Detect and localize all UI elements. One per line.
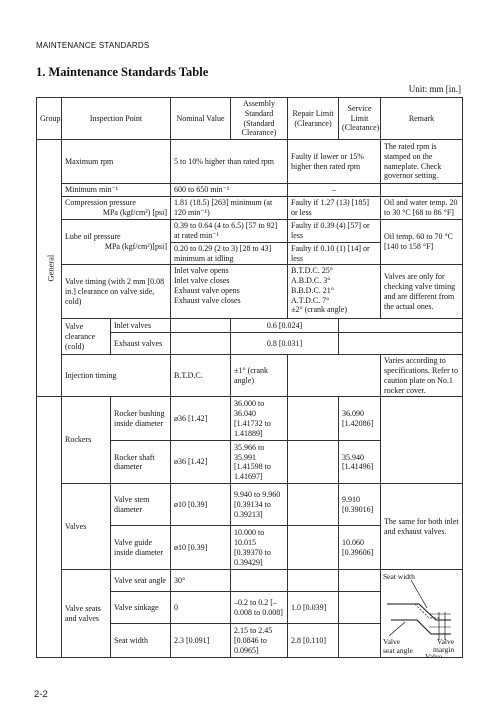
- leader-line: [389, 622, 405, 636]
- service-limit: [339, 570, 381, 592]
- repair-limit: [288, 441, 339, 484]
- table-row: [37, 196, 463, 219]
- figure-label-valve-margin-1: Valve: [437, 637, 455, 647]
- nominal-value: 30°: [171, 570, 231, 592]
- timing-event: Exhaust valve opens: [174, 285, 240, 295]
- repair-limit: 1.0 [0.039]: [288, 592, 339, 624]
- nominal-value: 0.20 to 0.29 (2 to 3) [28 to 43] minimum at idling: [171, 242, 288, 265]
- timing-event: Exhaust valve closes: [174, 295, 241, 305]
- assembly-standard: 36.000 to 36.040 [1.41732 to 1.41889]: [231, 397, 288, 441]
- maintenance-standards-table: [36, 97, 463, 669]
- inspection-point: [62, 196, 171, 219]
- part-label: Valve seats and valves: [62, 570, 111, 658]
- nominal-value: ø10 [0.39]: [171, 526, 231, 570]
- inspection-point: Valve sinkage: [111, 592, 171, 624]
- running-header: MAINTENANCE STANDARDS: [36, 41, 150, 50]
- inspection-point: Valve seat angle: [111, 570, 171, 592]
- repair-limit: [288, 397, 339, 441]
- remark: [381, 184, 463, 197]
- assembly-standard: 9.940 to 9.960 [0.39134 to 0.39213]: [231, 484, 288, 526]
- nominal-value: ø36 [1.42]: [171, 397, 231, 441]
- remark: Oil and water temp. 20 to 30 °C [68 to 86 °F]: [381, 196, 463, 219]
- sub-point: Exhaust valves: [111, 333, 171, 355]
- col-service: Service Limit (Clearance): [339, 98, 381, 140]
- unit-note: Unit: mm [in.]: [408, 84, 461, 94]
- inspection-point: Seat width: [111, 624, 171, 658]
- inspection-point: [62, 219, 171, 265]
- assembly-standard: [231, 570, 288, 592]
- nominal-value: 600 to 650 min⁻¹: [171, 184, 288, 197]
- remark: Valves are only for checking valve timing and are different from the actual ones.: [381, 265, 463, 319]
- nominal-value: 2.3 [0.091]: [171, 624, 231, 658]
- table-row: [37, 319, 463, 333]
- valve-timing-events: [171, 265, 288, 319]
- timing-angle: A.T.D.C. 7°: [291, 295, 330, 305]
- nominal-value: ø36 [1.42]: [171, 441, 231, 484]
- col-inspection-point: Inspection Point: [62, 98, 171, 140]
- timing-angle: A.B.D.C. 3°: [291, 276, 331, 285]
- part-label: Valves: [62, 484, 111, 570]
- remark: Varies according to specifications. Refer to caution plate on No.1 rocker cover.: [381, 355, 463, 397]
- timing-angle: B.B.D.C. 21°: [291, 285, 334, 295]
- assembly-standard: 10.000 to 10.015 [0.39370 to 0.39429]: [231, 526, 288, 570]
- service-limit: [339, 592, 381, 624]
- inspection-point: Valve clearance (cold): [62, 319, 111, 355]
- part-label: Rockers: [62, 397, 111, 484]
- table-row: [37, 397, 463, 441]
- remark: The rated rpm is stamped on the nameplate. Check governor setting.: [381, 140, 463, 184]
- group-cell-engine-main-parts: [37, 397, 62, 658]
- repair-limit: Faulty if 0.10 (1) [14] or less: [288, 242, 381, 265]
- inspection-point: Rocker shaft diameter: [111, 441, 171, 484]
- nominal-value: 5 to 10% higher than rated rpm: [171, 140, 288, 184]
- col-remark: Remark: [381, 98, 463, 140]
- nominal-value: ø10 [0.39]: [171, 484, 231, 526]
- col-assembly: Assembly Standard (Standard Clearance): [231, 98, 288, 140]
- table-row: [37, 570, 463, 592]
- repair-limit: Faulty if 1.27 (13) [185] or less: [288, 196, 381, 219]
- service-limit: 35.940 [1.41496]: [339, 441, 381, 484]
- inspection-point: Minimum min⁻¹: [62, 184, 171, 197]
- header-row: [37, 98, 463, 140]
- assembly-standard: –0.2 to 0.2 [–0.008 to 0.008]: [231, 592, 288, 624]
- limit-blank: [339, 319, 463, 333]
- inspection-point: Injection timing: [62, 355, 171, 397]
- nominal-value: [171, 319, 231, 333]
- repair-limit: 2.8 [0.110]: [288, 624, 339, 658]
- timing-event: Inlet valve opens: [174, 266, 229, 276]
- table-row: [37, 140, 463, 184]
- figure-label-seat-width: Seat width: [383, 572, 415, 582]
- sub-point: Inlet valves: [111, 319, 171, 333]
- point-line: Compression pressure: [65, 198, 136, 207]
- table-row: [37, 219, 463, 242]
- nominal-value: 1.81 (18.5) [263] minimum (at 120 min⁻¹): [171, 196, 288, 219]
- remark: The same for both inlet and exhaust valves.: [381, 484, 463, 570]
- figure-label-valve-margin-2: margin: [433, 645, 455, 655]
- timing-event: Inlet valve closes: [174, 276, 230, 285]
- timing-tolerance: ±2° (crank angle): [291, 305, 348, 315]
- page-number: 2-2: [34, 689, 48, 700]
- service-limit: [339, 624, 381, 658]
- remark: [381, 397, 463, 484]
- inspection-point: Valve stem diameter: [111, 484, 171, 526]
- limit-blank: [288, 355, 381, 397]
- nominal-value: 0: [171, 592, 231, 624]
- col-nominal: Nominal Value: [171, 98, 231, 140]
- valve-seat-figure-cell: [381, 570, 463, 669]
- assembly-standard: 35.966 to 35.991 [1.41598 to 1.41697]: [231, 441, 288, 484]
- table-row: [37, 484, 463, 526]
- service-limit: 36.090 [1.42086]: [339, 397, 381, 441]
- valve-timing-angles: [288, 265, 381, 319]
- repair-limit: [288, 526, 339, 570]
- nominal-value: 0.39 to 0.64 (4 to 6.5) [57 to 92] at rated min⁻¹: [171, 219, 288, 242]
- group-label-general: General: [45, 254, 56, 282]
- table-row: [37, 355, 463, 397]
- inspection-point: Rocker bushing inside diameter: [111, 397, 171, 441]
- repair-limit: [288, 570, 339, 592]
- figure-label-valve-seat-angle: seat angle: [383, 646, 413, 656]
- service-limit: 9.910 [0.39016]: [339, 484, 381, 526]
- repair-limit: Faulty if lower or 15% higher then rated rpm: [288, 140, 381, 184]
- remark: Oil temp. 60 to 70 °C [140 to 158 °F]: [381, 219, 463, 265]
- timing-angle: B.T.D.C. 25°: [291, 266, 333, 276]
- point-line: Lube oil pressure: [65, 232, 121, 242]
- service-limit: 10.060 [0.39606]: [339, 526, 381, 570]
- repair-limit: –: [288, 184, 381, 197]
- table-row: [37, 265, 463, 319]
- valve-seat-diagram: Seat width Valve seat angle Valve margin Valve sinkage: [383, 572, 455, 669]
- point-unit: MPa (kgf/cm²)[psi]: [104, 242, 167, 251]
- nominal-value: B.T.D.C.: [171, 355, 231, 397]
- figure-label-valve: Valve: [383, 637, 401, 647]
- valve-seat-outline: [387, 604, 451, 620]
- assembly-standard: 0.8 [0.031]: [231, 333, 339, 355]
- table-row: [37, 184, 463, 197]
- assembly-standard: ±1° (crank angle): [231, 355, 288, 397]
- assembly-standard: 2.15 to 2.45 [0.0846 to 0.0965]: [231, 624, 288, 658]
- inspection-point: Valve guide inside diameter: [111, 526, 171, 570]
- col-repair: Repair Limit (Clearance): [288, 98, 339, 140]
- page-title: 1. Maintenance Standards Table: [36, 65, 209, 79]
- inspection-point: Maximum rpm: [62, 140, 171, 184]
- limit-blank: [339, 333, 463, 355]
- inspection-point: Valve timing (with 2 mm [0.08 in.] clearance on valve side, cold): [62, 265, 171, 319]
- col-group: Group: [37, 98, 62, 140]
- figure-label-valve-sinkage-1: Valve: [425, 652, 443, 662]
- group-cell-general: [37, 140, 62, 397]
- assembly-standard: 0.6 [0.024]: [231, 319, 339, 333]
- nominal-value: [171, 333, 231, 355]
- point-unit: MPa (kgf/cm²) [psi]: [102, 207, 167, 217]
- repair-limit: [288, 484, 339, 526]
- repair-limit: Faulty if 0.39 (4) [57] or less: [288, 219, 381, 242]
